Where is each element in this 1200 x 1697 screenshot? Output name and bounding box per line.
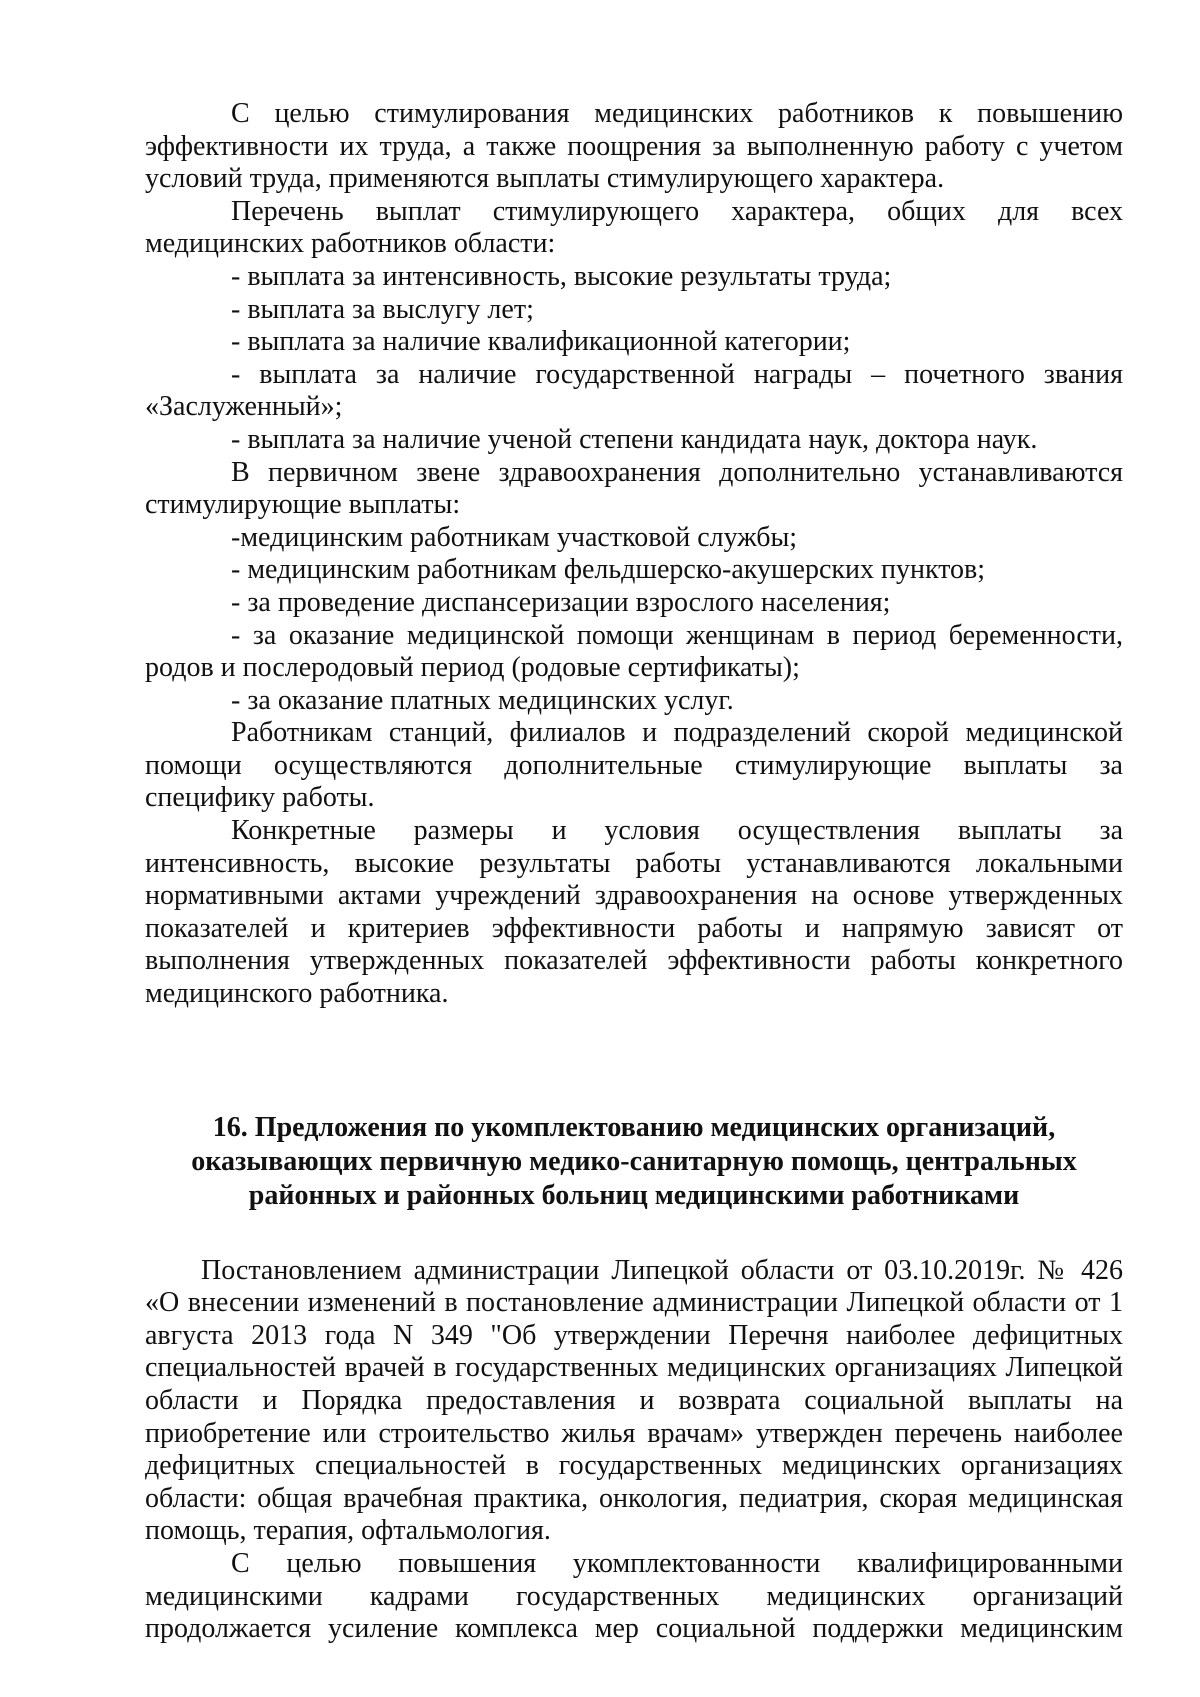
paragraph-primary-care: В первичном звене здравоохранения дополнительно устанавливаются стимулирующие выплаты: (145, 456, 1123, 521)
list-item-qualification: - выплата за наличие квалификационной категории; (231, 326, 851, 358)
list-item-state-award: - выплата за наличие государственной награды – почетного звания «Заслуженный»; (145, 358, 1123, 423)
document-page (145, 98, 1123, 1646)
list-item-seniority: - выплата за выслугу лет; (231, 293, 534, 325)
heading-spacer (145, 1213, 1123, 1255)
heading-line: 16. Предложения по укомплектованию медицинских организаций, (212, 1111, 1056, 1143)
section-16-heading (145, 1111, 1123, 1213)
list-item-district-service: -медицинским работникам участковой службы; (231, 521, 798, 553)
list-item-paid-services: - за оказание платных медицинских услуг. (231, 684, 734, 716)
heading-line: районных и районных больниц медицинскими работниками (248, 1179, 1020, 1211)
heading-line: оказывающих первичную медико-санитарную помощь, центральных (191, 1145, 1077, 1177)
paragraph-payment-list-intro: Перечень выплат стимулирующего характера, общих для всех медицинских работников области: (145, 195, 1123, 260)
paragraph-resolution-426: Постановлением администрации Липецкой области от 03.10.2019г. № 426 «О внесении изменений в постановление администрации Липецкой области от 1 августа 2013 года N 349 "Об утверждении Перечня наиболее дефицитных специальностей врачей в государственных медицинских организациях Липецкой области и Порядка предоставления и возврата социальной выплаты на приобретение или строительство жилья врачам» утвержден перечень наиболее дефицитных специальностей в государственных медицинских организациях области: общая врачебная практика, онкология, педиатрия, скорая медицинская помощь, терапия, офтальмология. (145, 1254, 1123, 1547)
list-item-maternity: - за оказание медицинской помощи женщинам в период беременности, родов и послеродовый период (родовые сертификаты); (145, 619, 1123, 684)
list-item-intensity: - выплата за интенсивность, высокие результаты труда; (231, 260, 892, 292)
section-spacer (145, 1011, 1123, 1111)
list-item-fap: - медицинским работникам фельдшерско-акушерских пунктов; (231, 554, 986, 586)
list-item-dispensary: - за проведение диспансеризации взрослого населения; (231, 586, 891, 618)
list-item-academic-degree: - выплата за наличие ученой степени кандидата наук, доктора наук. (231, 423, 1038, 455)
paragraph-staffing-measures: С целью повышения укомплектованности квалифицированными медицинскими кадрами государственных медицинских организаций продолжается усиление комплекса мер социальной поддержки медицинским (145, 1547, 1123, 1645)
paragraph-ambulance: Работникам станций, филиалов и подразделений скорой медицинской помощи осуществляются дополнительные стимулирующие выплаты за специфику работы. (145, 717, 1123, 814)
paragraph-stimulus-intro: С целью стимулирования медицинских работников к повышению эффективности их труда, а также поощрения за выполненную работу с учетом условий труда, применяются выплаты стимулирующего характера. (145, 98, 1123, 195)
paragraph-specific-amounts: Конкретные размеры и условия осуществления выплаты за интенсивность, высокие результаты работы устанавливаются локальными нормативными актами учреждений здравоохранения на основе утвержденных показателей и критериев эффективности работы и напрямую зависят от выполнения утвержденных показателей эффективности работы конкретного медицинского работника. (145, 815, 1123, 1010)
